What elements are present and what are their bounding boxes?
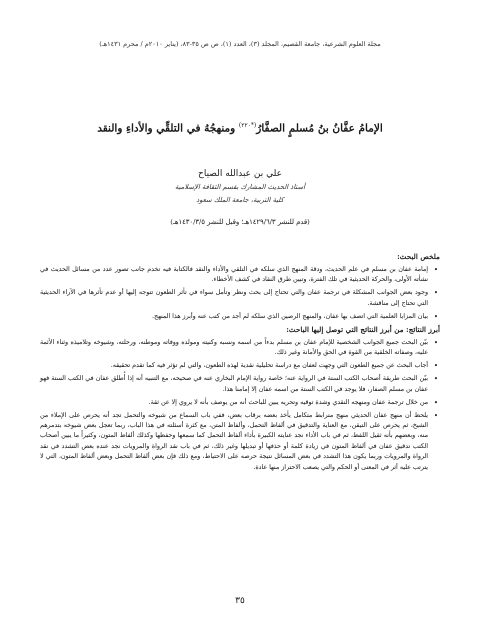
abstract-results-list bbox=[40, 338, 440, 473]
title-main: الإمامُ عفَّانُ بنُ مُسلمٍ الصفَّارُ bbox=[256, 122, 383, 135]
list-item: • بيّن البحث جميع الجوانب الشخصية للإمام عفان بن مسلم بدءاً من اسمه ونسبه وكنيته ومولده ووفاته وموطنه، ورحلته، وشيوخه وتلاميذه وثناء الأئمة عليه، وصفاته الخلقية من القوة في الحق والأمانة وغير ذلك. bbox=[40, 338, 428, 359]
list-item: • أجاب البحث عن جميع الطعون التي وجهت لعفان مع دراسة تحليلية نقدية لهذه الطعون، والتي لم تؤثر فيه كما تقدم تحقيقه. bbox=[40, 361, 428, 371]
title-block bbox=[40, 118, 440, 137]
submission-dates: (قدم للنشر ١٤٢٩/٦/٣هـ؛ وقبل للنشر ١٤٣٠/٣/٥هـ) bbox=[170, 218, 310, 226]
list-item: • وجود بعض الجوانب المشكلة في ترجمة عفان والتي تحتاج إلى بحث ونظر وتأمل سواء في تأثر الطعون تتوجه إليها أو عدم تأثرها في الآراء الحديثية التي تحتاج إلى مناقشة. bbox=[40, 288, 428, 309]
running-header: مجلة العلوم الشرعية، جامعة القصيم، المجلد (٣)، العدد (١)، ص ص ٣٥-٨٣، (يناير ٢٠١٠م / محرم ١٤٣١هـ) bbox=[99, 40, 381, 48]
author-affiliation-department: أستاذ الحديث المشارك بقسم الثقافة الإسلامية bbox=[174, 183, 306, 191]
list-item: • بيان المزايا العلمية التي اتصف بها عفان، والمنهج الرصين الذي سلكه لم أجد من كتب عنه وأبرز هذا المنهج. bbox=[40, 312, 428, 322]
author-name: علي بن عبدالله الصياح bbox=[198, 169, 282, 179]
paper-title bbox=[40, 118, 440, 137]
list-item: • إمامة عفان بن مسلم في علم الحديث، ودقة المنهج الذي سلكه في التلقي والأداء والنقد فالكتابة فيه تخدم جانب تصور عدد من مسائل الحديث في نشأته الأولى، والحركة الحديثية في تلك الفترة، وتبين طرق النقاد في كشف الأخطاء. bbox=[40, 265, 428, 286]
abstract-heading: ملخص البحث: bbox=[397, 252, 440, 261]
title-rest: ومنهجُهُ في التلقِّي والأداءِ والنقد bbox=[97, 122, 236, 135]
results-heading: أبرز النتائج: من أبرز النتائج التي توصل إليها الباحث: bbox=[286, 324, 440, 334]
list-item: • بيّن البحث طريقة أصحاب الكتب الستة في الرواية عنه؛ خاصة رواية الإمام البخاري عنه في صحيحه، مع التنبيه أنه إذا أُطلق عفان في الكتب الستة فهو عفان بن مسلم الصفار، فلا يوجد في الكتب الستة من اسمه عفان إلا إمامنا هذا. bbox=[40, 374, 428, 395]
page-number: ٣٥ bbox=[235, 596, 245, 606]
title-footnote-marker: (*٢٢٠) bbox=[238, 122, 257, 129]
abstract bbox=[40, 252, 440, 476]
list-item: • من خلال ترجمة عفان ومنهجه النقدي وشدة توقيه وتحريه يبين للباحث أنه من يوصف بأنه لا يروي إلا عن ثقة. bbox=[40, 398, 428, 408]
list-item: • يلحظ أن منهج عفان الحديثي منهج مترابط متكامل يأخذ بعضه برقاب بعض، ففي باب السماع من شيوخه والتحمل تجد أنه يحرص على الإملاء من الشيخ، ثم يحرص على التيقن، مع العناية والتدقيق في ألفاظ التحمل، وألفاظ المتن، مع كثرة أسئلته في هذا الباب، ربما تعجل بعض شيوخه بتدمرهم منه، وبعضهم بأنه ثقيل اللفظ، ثم في باب الأداء نجد عنايته الكبيرة بأداء ألفاظ التحمل كما سمعها وحفظها وكذلك ألفاظ المتون، وكثيراً ما يبين أصحاب الكتب تدقيق عفان في ألفاظ المتون في زيادة كلمة أو حذفها أو تبديلها وغير ذلك، ثم في باب نقد الرواة والمرويات نجد عنده بعض التشدد في نقد الرواة والمرويات وربما يكون هذا التشدد في بعض المسائل نتيجة حرصه على الاحتياط، ومع ذلك فإن بعض ألفاظ التحمل وبعض ألفاظ المتون، التي لا يترتب عليه أثر في المعنى أو الحكم والتي يصعب الاحتراز منها عادة. bbox=[40, 411, 428, 473]
author-affiliation-college: كلية التربية، جامعة الملك سعود bbox=[196, 196, 284, 204]
abstract-motivation-list bbox=[40, 265, 440, 322]
